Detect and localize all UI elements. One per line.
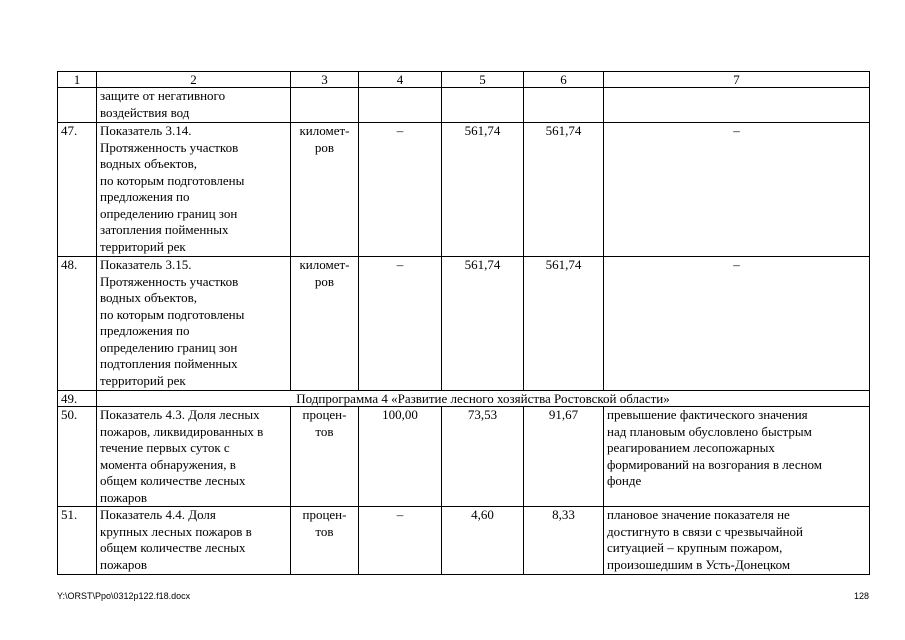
header-cell-3: 3 [291, 72, 359, 88]
table-row [58, 123, 870, 257]
header-cell-4: 4 [359, 72, 442, 88]
unit: километ- ров [291, 123, 359, 257]
value-col-5 [442, 88, 524, 123]
comment: превышение фактического значения над плановым обусловлено быстрым реагированием лесопожарных формирований на возгорания в лесном фонде [604, 407, 870, 507]
value-col-5: 73,53 [442, 407, 524, 507]
indicator-name: Показатель 3.15. Протяженность участков водных объектов, по которым подготовлены предложения по определению границ зон подтопления пойменных территорий рек [97, 257, 291, 391]
row-number: 47. [58, 123, 97, 257]
value-col-4: – [359, 123, 442, 257]
value-col-6: 8,33 [524, 507, 604, 575]
value-col-6: 561,74 [524, 123, 604, 257]
row-number: 50. [58, 407, 97, 507]
row-number: 48. [58, 257, 97, 391]
header-cell-1: 1 [58, 72, 97, 88]
value-col-5: 561,74 [442, 257, 524, 391]
indicator-name: Показатель 4.4. Доля крупных лесных пожаров в общем количестве лесных пожаров [97, 507, 291, 575]
row-number [58, 88, 97, 123]
table-row [58, 407, 870, 507]
comment: плановое значение показателя не достигнуто в связи с чрезвычайной ситуацией – крупным пожаром, произошедшим в Усть-Донецком [604, 507, 870, 575]
comment: – [604, 257, 870, 391]
value-col-4: 100,00 [359, 407, 442, 507]
value-col-5: 561,74 [442, 123, 524, 257]
table-row [58, 257, 870, 391]
comment: – [604, 123, 870, 257]
subprogram-row [58, 391, 870, 407]
unit: процен- тов [291, 407, 359, 507]
row-number: 51. [58, 507, 97, 575]
indicators-table [57, 71, 870, 575]
value-col-4: – [359, 507, 442, 575]
page-number: 128 [853, 591, 869, 601]
header-cell-6: 6 [524, 72, 604, 88]
row-number: 49. [58, 391, 97, 407]
value-col-6 [524, 88, 604, 123]
header-cell-2: 2 [97, 72, 291, 88]
table-row [58, 507, 870, 575]
value-col-6: 561,74 [524, 257, 604, 391]
table-header-row [58, 72, 870, 88]
value-col-4 [359, 88, 442, 123]
table-row [58, 88, 870, 123]
header-cell-5: 5 [442, 72, 524, 88]
unit: километ- ров [291, 257, 359, 391]
value-col-6: 91,67 [524, 407, 604, 507]
value-col-5: 4,60 [442, 507, 524, 575]
comment [604, 88, 870, 123]
indicator-name: Показатель 4.3. Доля лесных пожаров, ликвидированных в течение первых суток с момента обнаружения, в общем количестве лесных пожаров [97, 407, 291, 507]
unit [291, 88, 359, 123]
footer-file-path: Y:\ORST\Ppo\0312p122.f18.docx [57, 591, 191, 601]
unit: процен- тов [291, 507, 359, 575]
header-cell-7: 7 [604, 72, 870, 88]
subprogram-title: Подпрограмма 4 «Развитие лесного хозяйства Ростовской области» [97, 391, 870, 407]
indicator-name: Показатель 3.14. Протяженность участков водных объектов, по которым подготовлены предложения по определению границ зон затопления пойменных территорий рек [97, 123, 291, 257]
indicator-name: защите от негативного воздействия вод [97, 88, 291, 123]
value-col-4: – [359, 257, 442, 391]
